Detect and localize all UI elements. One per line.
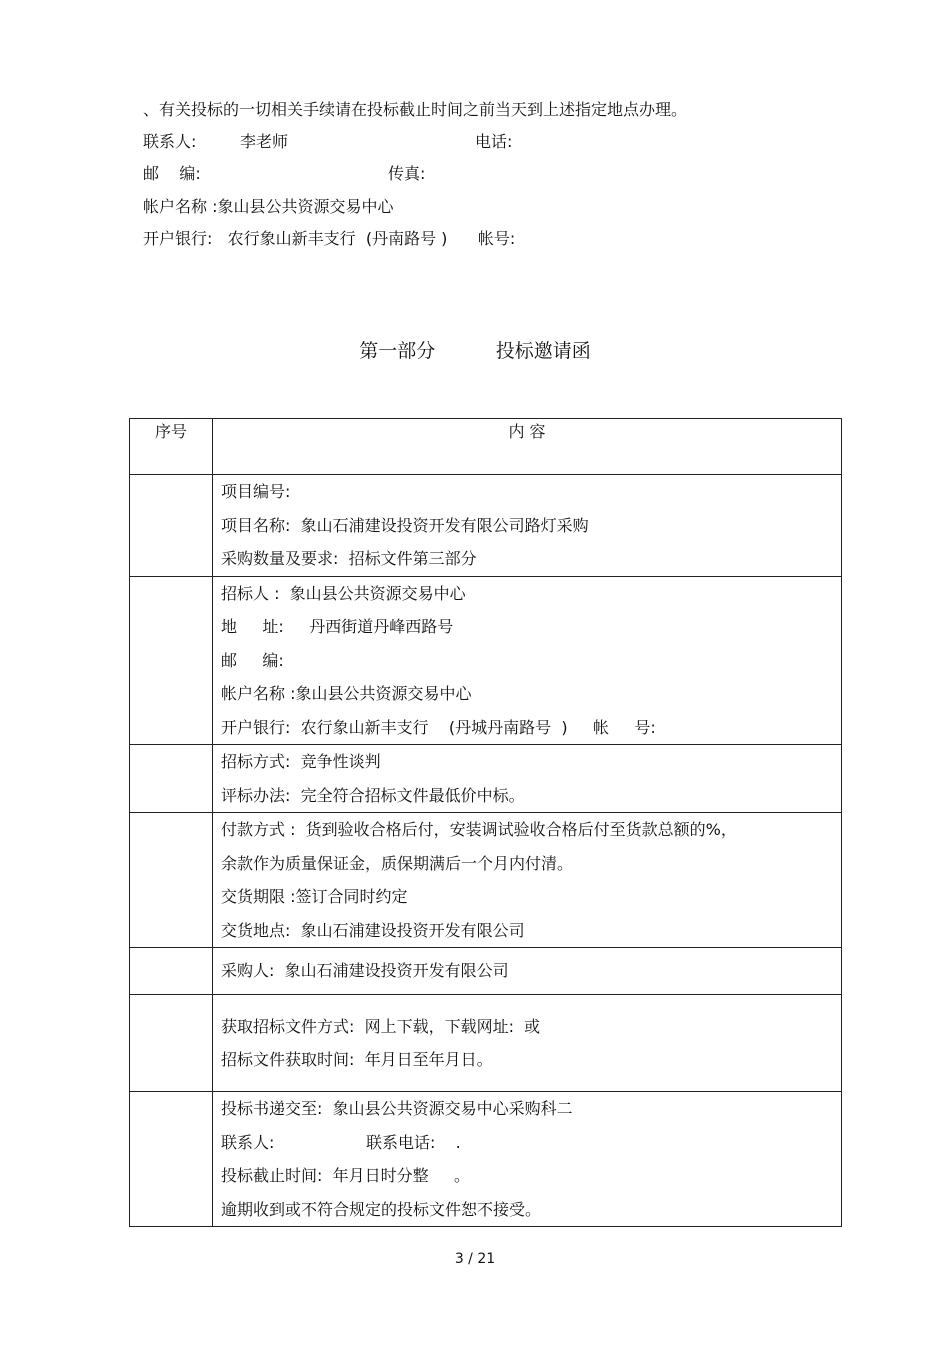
table-header-row (130, 419, 842, 475)
table-row (130, 745, 842, 813)
row-num (130, 1092, 213, 1227)
row-num (130, 948, 213, 995)
cell-line: 地 址: 丹西街道丹峰西路号 (221, 617, 454, 636)
notice-line: 、有关投标的一切相关手续请在投标截止时间之前当天到上述指定地点办理。 (143, 100, 688, 119)
cell-line: 项目名称: 象山石浦建设投资开发有限公司路灯采购 (221, 515, 589, 535)
cell-line: 招标文件获取时间: 年月日至年月日。 (221, 1050, 493, 1069)
page-number: 3 / 21 (454, 1251, 496, 1267)
row-num (130, 745, 213, 813)
invitation-table (129, 418, 842, 1227)
cell-line: 付款方式 : 货到验收合格后付，安装调试验收合格后付至货款总额的%， (221, 820, 737, 839)
cell-line: 招标方式: 竞争性谈判 (221, 752, 381, 771)
cell-line: 项目编号: (221, 482, 291, 501)
cell-line: 交货地点: 象山石浦建设投资开发有限公司 (221, 920, 525, 940)
section-title: 第一部分 投标邀请函 (359, 340, 591, 362)
cell-line: 采购数量及要求: 招标文件第三部分 (221, 549, 477, 568)
header-num: 序号 (130, 419, 213, 475)
row-num (130, 995, 213, 1092)
cell-line: 逾期收到或不符合规定的投标文件恕不接受。 (221, 1199, 542, 1219)
table-row (130, 813, 842, 948)
table-row (130, 948, 842, 995)
cell-line: 帐户名称 :象山县公共资源交易中心 (221, 684, 472, 703)
header-content: 内 容 (213, 419, 842, 475)
fax-label: 传真: (388, 164, 426, 183)
row-content (213, 745, 842, 813)
table-row (130, 995, 842, 1092)
cell-line: 投标书递交至: 象山县公共资源交易中心采购科二 (221, 1099, 573, 1118)
row-num (130, 475, 213, 577)
cell-line: 邮 编: (221, 650, 284, 670)
row-num (130, 813, 213, 948)
cell-line: 余款作为质量保证金，质保期满后一个月内付清。 (221, 853, 574, 873)
cell-line: 招标人 : 象山县公共资源交易中心 (221, 583, 466, 603)
cell-line: 交货期限 :签订合同时约定 (221, 887, 408, 906)
table-row (130, 475, 842, 577)
row-content (213, 475, 842, 577)
row-content (213, 576, 842, 745)
contact-name: 李老师 (240, 132, 289, 151)
row-content (213, 1092, 842, 1227)
table-row (130, 576, 842, 745)
table-row (130, 1092, 842, 1227)
cell-line: 联系人: 联系电话: . (221, 1132, 461, 1152)
row-num (130, 576, 213, 745)
postcode-label: 邮 编: (143, 164, 201, 183)
cell-line: 投标截止时间: 年月日时分整 。 (221, 1166, 470, 1185)
cell-line: 评标办法: 完全符合招标文件最低价中标。 (221, 785, 525, 805)
bank-line: 开户银行: 农行象山新丰支行 (丹南路号 ) 帐号: (143, 229, 516, 248)
row-content (213, 813, 842, 948)
cell-line: 开户银行: 农行象山新丰支行 (丹城丹南路号 ) 帐 号: (221, 717, 656, 737)
row-content (213, 948, 842, 995)
cell-line: 采购人: 象山石浦建设投资开发有限公司 (221, 961, 509, 981)
row-content (213, 995, 842, 1092)
account-name-line: 帐户名称 :象山县公共资源交易中心 (143, 197, 394, 216)
phone-label: 电话: (475, 132, 513, 151)
contact-label: 联系人: (143, 132, 197, 151)
cell-line: 获取招标文件方式: 网上下载，下载网址: 或 (221, 1016, 541, 1036)
